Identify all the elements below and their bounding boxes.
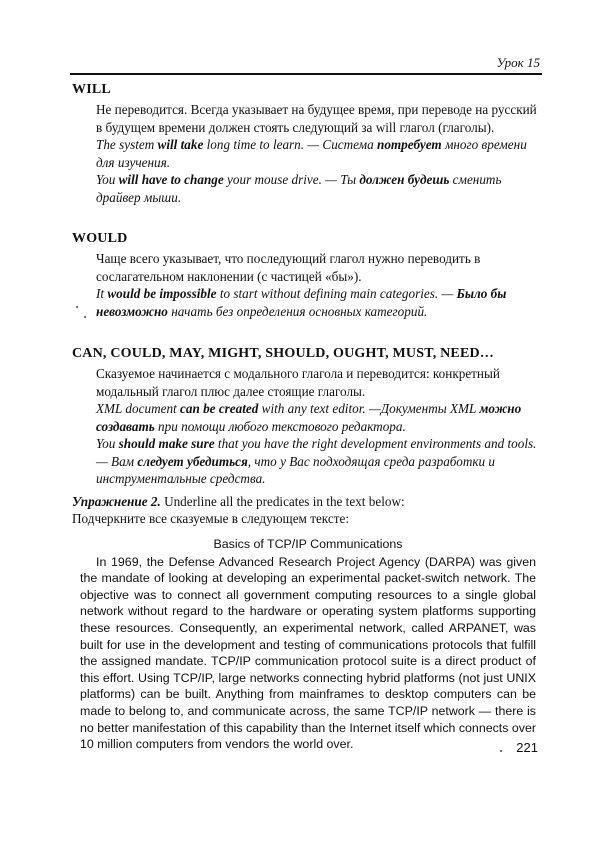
modals-body [72, 365, 542, 488]
will-rule: Не переводится. Всегда указывает на будущее время, при переводе на русский в будущем времени должен стоять следующий за will глагол (глаголы). [96, 102, 537, 135]
exercise-label: Упражнение 2. [72, 494, 161, 509]
print-speck [84, 316, 86, 318]
page-number: 221 [516, 740, 538, 755]
modals-rule: Сказуемое начинается с модального глагола и переводится: конкретный модальный глагол плюс далее стоящие глаголы. [96, 366, 500, 399]
lesson-label: Урок 15 [496, 55, 540, 70]
would-heading: WOULD [72, 231, 128, 246]
section-will [72, 82, 542, 206]
page-header [70, 55, 542, 75]
passage-body: In 1969, the Defense Advanced Research Project Agency (DARPA) was given the mandate of looking at developing an experimental packet-switch network. The objective was to connect all government computing resources to a single global network without regard to the hardware or operating system platforms supporting these resources. Consequently, an experimental network, called ARPANET, was built for use in the development and testing of communications protocols that fulfill the assigned mandate. TCP/IP communication protocol suite is a direct product of this effort. Using TCP/IP, large networks connecting hybrid platforms (not just UNIX platforms) can be built. Anything from mainframes to desktop computers can be made to belong to, and communicate across, the same TCP/IP network — there is no better manifestation of this capability than the Internet itself which connects over 10 million computers from vendors the world over. [80, 554, 536, 752]
section-modals [72, 346, 542, 488]
exercise-instruction-en: Упражнение 2. Underline all the predicates in the text below: [72, 494, 405, 509]
section-would [72, 231, 542, 320]
passage-title: Basics of TCP/IP Communications [213, 537, 403, 551]
print-speck [76, 306, 78, 308]
modals-example-1: XML document can be created with any text editor. —Документы XML можно создавать при помощи любого текстового редактора. [96, 401, 522, 434]
will-body [72, 101, 542, 206]
will-heading: WILL [72, 82, 111, 97]
exercise-instruction-ru: Подчеркните все сказуемые в следующем тексте: [72, 511, 350, 526]
passage [80, 536, 536, 753]
modals-example-2: You should make sure that you have the right development environments and tools. — Вам следует убедиться, что у Вас подходящая среда разработки и инструментальные средства. [96, 436, 537, 486]
header-rule [70, 73, 542, 75]
would-example: It would be impossible to start without defining main categories. — Было бы невозможно начать без определения основных категорий. [96, 286, 507, 319]
would-rule: Чаще всего указывает, что последующий глагол нужно переводить в сослагательном наклонении (с частицей «бы»). [96, 251, 481, 284]
will-example-2: You will have to change your mouse drive. — Ты должен будешь сменить драйвер мыши. [96, 172, 502, 205]
exercise-instructions [72, 493, 542, 527]
modals-heading: CAN, COULD, MAY, MIGHT, SHOULD, OUGHT, MUST, NEED… [72, 346, 495, 361]
will-example-1: The system will take long time to learn. — Система потребует много времени для изучения. [96, 137, 527, 170]
print-speck [500, 750, 502, 752]
would-body [72, 250, 542, 320]
